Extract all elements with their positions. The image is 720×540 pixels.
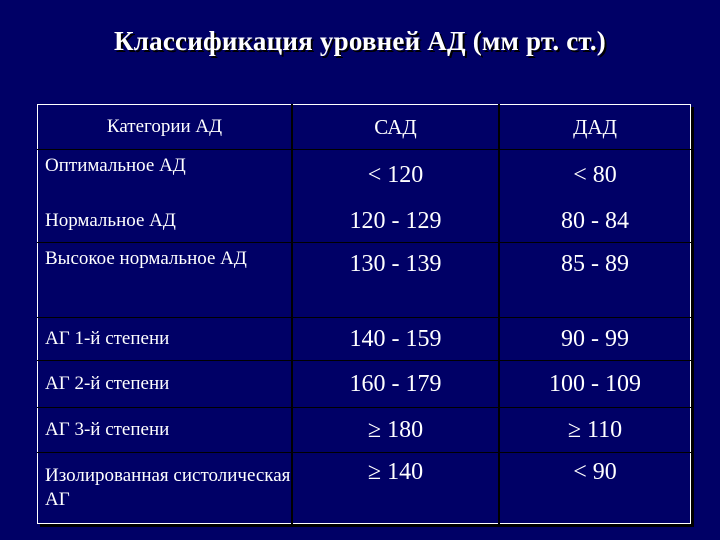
dad-cell: < 80	[499, 150, 691, 201]
category-cell: АГ 2-й степени	[38, 361, 293, 408]
category-cell: АГ 3-й степени	[38, 408, 293, 453]
sad-cell: ≥ 180	[292, 408, 499, 453]
header-dad: ДАД	[573, 114, 617, 139]
table-row	[38, 361, 691, 408]
dad-cell: ≥ 110	[499, 408, 691, 453]
header-category: Категории АД	[38, 105, 293, 150]
table-row	[38, 243, 691, 318]
category-cell: Оптимальное АД	[38, 150, 293, 201]
table-row	[38, 150, 691, 201]
bp-classification-table	[37, 104, 691, 524]
sad-cell: 120 - 129	[292, 200, 499, 243]
sad-cell: < 120	[292, 150, 499, 201]
dad-cell: 80 - 84	[561, 207, 629, 234]
sad-cell: 160 - 179	[292, 361, 499, 408]
table-row	[38, 200, 691, 243]
dad-cell: < 90	[499, 453, 691, 524]
sad-cell: 140 - 159	[292, 318, 499, 361]
page-title: Классификация уровней АД (мм рт. ст.)	[114, 26, 606, 56]
dad-cell: 100 - 109	[499, 361, 691, 408]
sad-cell: 130 - 139	[292, 243, 499, 318]
category-cell: Изолированная систолическая АГ	[38, 453, 293, 524]
category-cell: Нормальное АД	[38, 200, 293, 243]
dad-cell: 90 - 99	[499, 318, 691, 361]
table-row	[38, 318, 691, 361]
table-row	[38, 408, 691, 453]
table-header-row	[38, 105, 691, 150]
category-cell: АГ 1-й степени	[38, 318, 293, 361]
dad-cell: 85 - 89	[499, 243, 691, 318]
header-sad: САД	[292, 105, 499, 150]
table-row	[38, 453, 691, 524]
sad-cell: ≥ 140	[292, 453, 499, 524]
category-cell: Высокое нормальное АД	[38, 243, 293, 318]
